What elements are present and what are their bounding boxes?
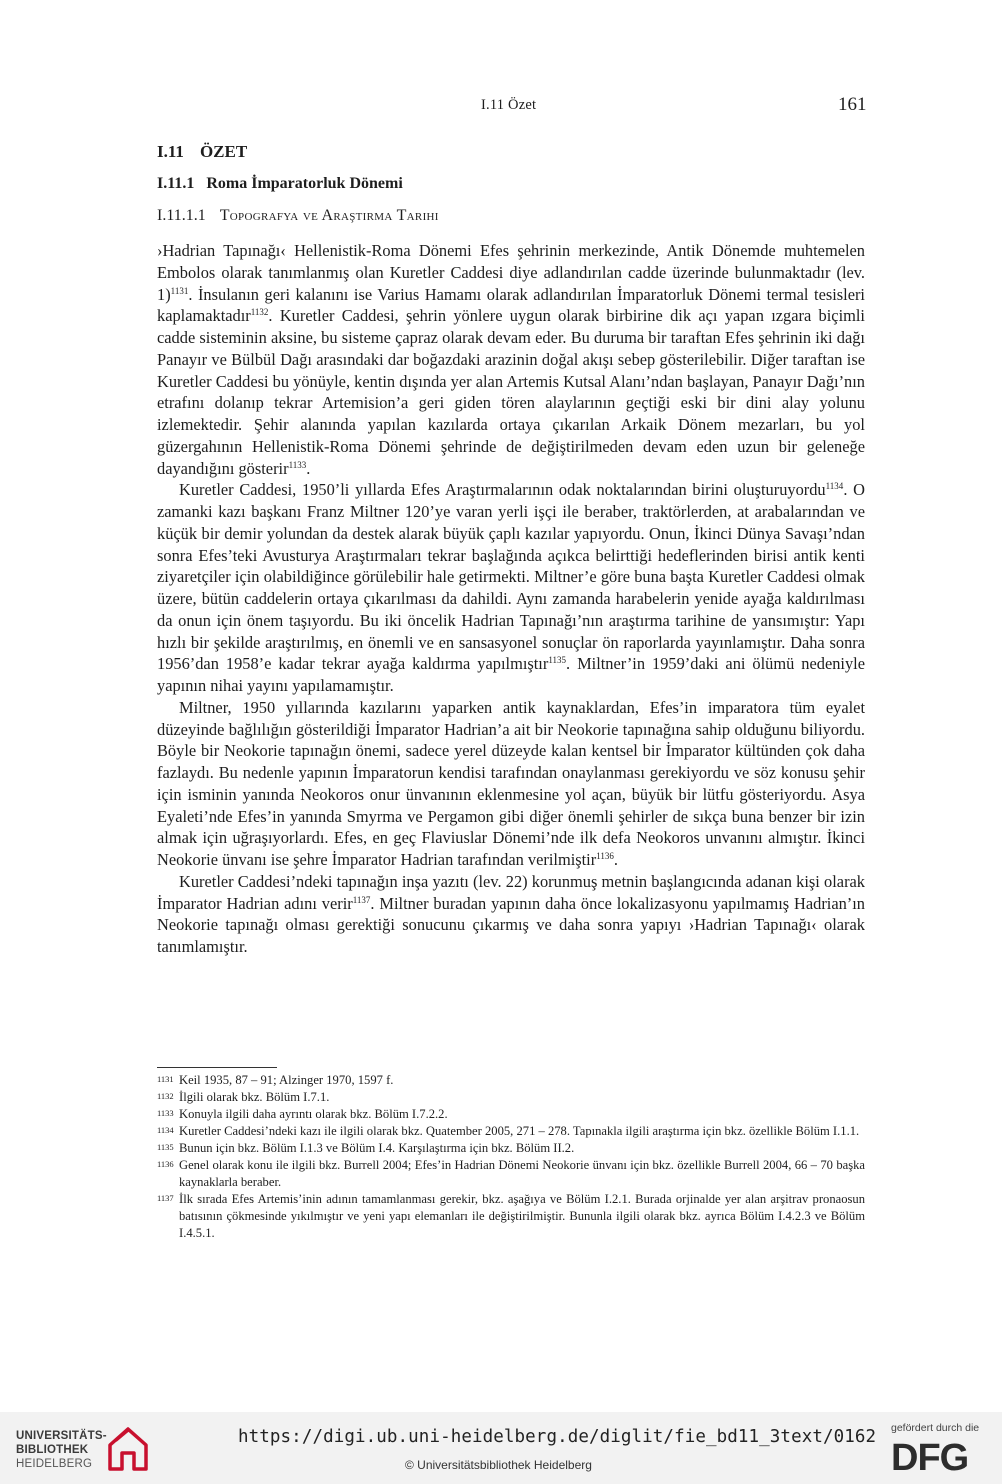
paragraph-text: Kuretler Caddesi, 1950’li yıllarda Efes Araştırmalarının odak noktalarından birini oluşturuyordu [179, 480, 826, 500]
footnotes [157, 1072, 865, 1242]
paragraph-text: . O zamanki kazı başkanı Franz Miltner 120’ye varan yerli işçi ile beraber, traktörlerden, at arabalarından ve küçük bir demir yolundan da destek alarak büyük çaplı kazılar yapıyordu. Onun, İkinci Dünya Savaşı’ndan sonra Efes’teki Avusturya Araştırmaları tekrar başlağında açıkca belirttiği hedeflerinden birisi antik kenti ziyaretçiler için olabildiğince görülebilir hale getirmekti. Miltner’e göre buna başta Kuretler Caddesi olmak üzere, bütün caddelerin ortaya çıkarılması da dahildi. Aynı zamanda harabelerin yenide ayağa kaldırılması da onun için önem taşıyordu. Bu iki öncelik Hadrian Tapınağı’nın araştırma tarihine de yansımıştır: Yapı hızlı bir şekilde araştırılmış, en önemli ve en sansasyonel sonuçlar ön raporlarda yayınlamıştır. Daha sonra 1956’dan 1958’e kadar tekrar ayağa kaldırma yapılmıştır [157, 480, 865, 674]
footnote-text: Konuyla ilgili daha ayrıntı olarak bkz. Bölüm I.7.2.2. [179, 1107, 448, 1121]
footnote-text: İlgili olarak bkz. Bölüm I.7.1. [179, 1090, 330, 1104]
copyright-notice: © Universitätsbibliothek Heidelberg [405, 1458, 592, 1472]
footnote-ref[interactable]: 1131 [170, 285, 189, 296]
ub-heidelberg-logo[interactable] [16, 1425, 146, 1473]
body-paragraph [157, 697, 865, 871]
subsubsection-title: Topografya ve Araştırma Tarihi [219, 207, 439, 224]
paragraph-text: Kuretler Caddesi’ndeki tapınağın inşa yazıtı (lev. 22) korunmuş metnin başlangıcında adanan kişi olarak İmparator Hadrian adını verir [157, 871, 865, 913]
subsubsection-heading [157, 207, 439, 225]
body-text [157, 240, 865, 958]
footnote-ref[interactable]: 1132 [250, 307, 269, 318]
section-heading [157, 142, 247, 162]
paragraph-text: . Miltner buradan yapının daha önce lokalizasyonu yapılmamış Hadrian’ın Neokorie tapınağı olması gerektiği sonucunu çıkarmış ve daha sonra yapıyı ›Hadrian Tapınağı‹ olarak tanımlamıştır. [157, 893, 866, 956]
footnote [157, 1089, 865, 1106]
paragraph-text: . [613, 850, 618, 869]
ub-building-icon [106, 1423, 150, 1473]
paragraph-text: ›Hadrian Tapınağı‹ Hellenistik-Roma Dönemi Efes şehrinin merkezinde, Antik Dönemde muhtemelen Embolos olarak tanımlanmış olan Kuretler Caddesi diye adlandırılan cadde üzerinde bulunmaktadır (lev. 1) [157, 241, 865, 304]
page-number: 161 [838, 94, 867, 115]
body-paragraph [157, 871, 865, 958]
footnote-ref[interactable]: 1134 [825, 481, 844, 492]
footnote-number: 1131 [157, 1074, 174, 1084]
footnote [157, 1140, 865, 1157]
section-number: I.11 [157, 142, 184, 161]
footnote-ref[interactable]: 1133 [288, 459, 307, 470]
subsection-title: Roma İmparatorluk Dönemi [206, 175, 403, 192]
footnote-text: Kuretler Caddesi’ndeki kazı ile ilgili olarak bkz. Quatember 2005, 271 – 278. Tapınakla ilgili araştırma için bkz. özellikle Bölüm I.1.1. [179, 1124, 860, 1138]
footnote-ref[interactable]: 1136 [596, 851, 614, 861]
paragraph-text: . Kuretler Caddesi, şehrin yönlere uygun olarak birbirine dik açı yapan ızgara biçimli cadde sisteminin aksine, bu sisteme çapraz olarak devam eder. Bu duruma bir taraftan Efes şehrinin iki dağı Panayır ve Bülbül Dağı arasındaki dar boğazdaki arazinin doğal akışı sebep gösterilebilir. Diğer taraftan ise Kuretler Caddesi bu yönüyle, kentin dışında yer alan Artemis Kutsal Alanı’ndan başlayan, Panayır Dağı’nın etrafını dolanıp tekrar Artemision’a geri giden tören alaylarının geçtiği eski bir dini alay yolunu izlemektedir. Şehir alanında yapılan kazılarda ortaya çıkarılan Arkaik Dönem mezarları, bu yol güzergahının Hellenistik-Roma Dönemi şehrinde de değiştirilmeden devam eden uzun bir geleneğe dayandığını gösterir [157, 306, 865, 478]
paragraph-text: . Miltner’in 1959’daki ani ölümü nedeniyle yapının nihai yayını yapılamamıştır. [157, 654, 865, 695]
library-name-line3: HEIDELBERG [16, 1458, 93, 1470]
paragraph-text: . [306, 458, 311, 478]
dfg-logo-text: DFG [891, 1437, 969, 1473]
footnote [157, 1191, 865, 1242]
footnote [157, 1157, 865, 1191]
subsection-heading [157, 175, 403, 193]
footnote-ref[interactable]: 1135 [548, 655, 566, 666]
body-paragraph [157, 479, 865, 697]
funder-label: gefördert durch die [891, 1422, 980, 1434]
footnote-number: 1133 [157, 1108, 174, 1118]
footnote [157, 1072, 865, 1089]
subsection-number: I.11.1 [157, 175, 195, 192]
paragraph-text: . İnsulanın geri kalanını ise Varius Hamamı olarak adlandırılan İmparatorluk Dönemi termal tesisleri kaplamaktadır [157, 284, 865, 326]
paragraph-text: Miltner, 1950 yıllarında kazılarını yaparken antik kaynaklardan, Efes’in imparatora tüm eyalet düzeyinde bağlılığın gösterildiği İmparator Hadrian’a ait bir Neokorie tapınağına sahip olduğunu biliyordu. Böyle bir Neokorie tapınağın önemi, sadece yerel düzeyde kalan kentsel bir İmparator kültünden çok daha fazlaydı. Bu nedenle yapının İmparatorun kendisi tarafından onaylanması gerekiyordu ve söz konusu şehir için isminin yanında Neokoros onur ünvanının eklenmesine yol açan, büyük bir lütfu gösteriyordu. Asya Eyaleti’nde Efes’in yanında Smyrma ve Pergamon gibi diğer önemli şehirler de sıkça buna benzer bir izin almak için uğraşıyorlardı. Efes, en geç Flaviuslar Dönemi’nde ilk defa Neokoros unvanını almıştır. İkinci Neokorie ünvanı ise şehre İmparator Hadrian tarafından verilmiştir [157, 697, 865, 869]
footnote-text: Genel olarak konu ile ilgili bkz. Burrell 2004; Efes’in Hadrian Dönemi Neokorie ünvanı için bkz. özellikle Burrell 2004, 66 – 70 başka kaynaklarla beraber. [179, 1158, 865, 1189]
footnote-rule [157, 1067, 277, 1068]
dfg-logo[interactable] [890, 1437, 986, 1473]
library-name-line1: UNIVERSITÄTS- [16, 1430, 107, 1442]
body-paragraph [157, 240, 865, 479]
section-title: ÖZET [199, 142, 248, 161]
subsubsection-number: I.11.1.1 [157, 207, 206, 224]
footnote-text: Keil 1935, 87 – 91; Alzinger 1970, 1597 f. [179, 1073, 394, 1087]
footnote-number: 1137 [157, 1193, 174, 1203]
footnote-number: 1135 [157, 1142, 174, 1152]
library-name-line2: BIBLIOTHEK [16, 1444, 89, 1456]
viewer-footer-bar [0, 1412, 1002, 1484]
footnote-number: 1134 [157, 1125, 174, 1135]
footnote-ref[interactable]: 1137 [352, 894, 371, 905]
footnote [157, 1106, 865, 1123]
permalink-url[interactable]: https://digi.ub.uni-heidelberg.de/diglit/fie_bd11_3text/0162 [238, 1427, 877, 1447]
footnote-text: Bunun için bkz. Bölüm I.1.3 ve Bölüm I.4. Karşılaştırma için bkz. Bölüm II.2. [179, 1141, 575, 1155]
footnote-number: 1136 [157, 1159, 174, 1169]
footnote [157, 1123, 865, 1140]
footnote-text: İlk sırada Efes Artemis’inin adının tamamlanması gerekir, bkz. aşağıya ve Bölüm I.2.1. Burada orjinalde yer alan arşitrav pronaosun batısının çökmesinde yıkılmıştır ve yeni yapı elemanları ile değiştirilmiştir. Bununla ilgili olarak bkz. ayrıca Bölüm I.4.2.3 ve Bölüm I.4.5.1. [179, 1192, 865, 1240]
footnote-number: 1132 [157, 1091, 174, 1101]
running-title: I.11 Özet [481, 97, 537, 113]
